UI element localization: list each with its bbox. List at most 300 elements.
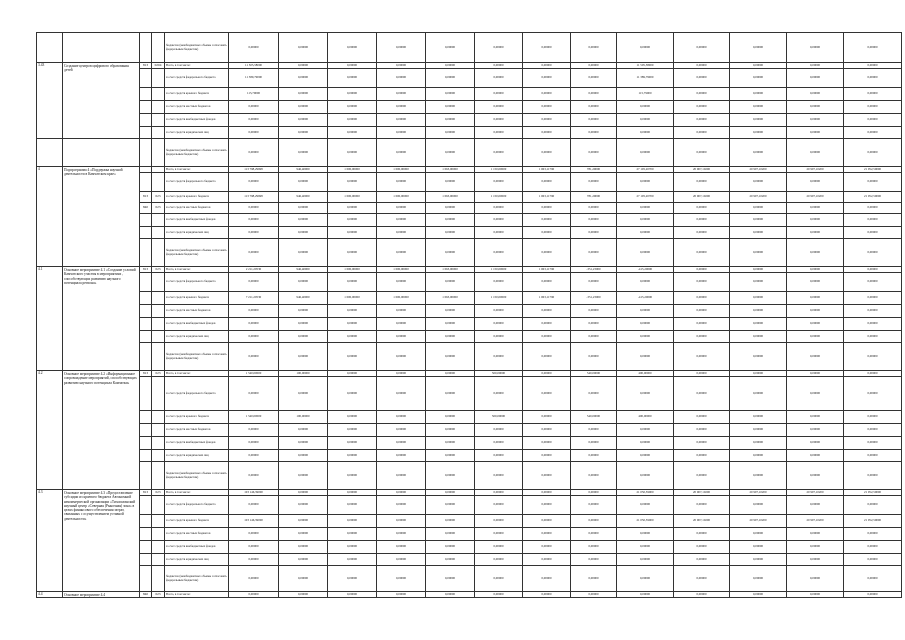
amount-cell: 0,00000 xyxy=(328,377,377,411)
amount-cell: 0,00000 xyxy=(523,139,571,167)
amount-cell: 0,00000 xyxy=(328,496,377,515)
amount-cell: 0,00000 xyxy=(426,541,475,554)
amount-cell: 0,00000 xyxy=(571,450,617,462)
amount-cell: 20 907,10200 xyxy=(674,192,730,203)
grbs-code-cell xyxy=(140,239,152,267)
amount-cell: 0,00000 xyxy=(279,424,328,437)
amount-cell: 0,00000 xyxy=(787,318,844,331)
amount-cell: 20 907,10200 xyxy=(674,515,730,528)
amount-cell: 0,00000 xyxy=(426,214,475,227)
table-row xyxy=(37,528,902,541)
amount-cell: 1 063,00000 xyxy=(426,192,475,203)
amount-cell: 0,00000 xyxy=(426,69,475,88)
amount-cell: 0,00000 xyxy=(844,318,902,331)
amount-cell: 0,00000 xyxy=(844,411,902,424)
section-code-cell xyxy=(152,541,165,554)
section-code-cell xyxy=(152,114,165,127)
amount-cell: 0,00000 xyxy=(674,273,730,292)
amount-cell: 0,00000 xyxy=(377,88,426,101)
amount-cell: 0,00000 xyxy=(571,203,617,214)
amount-cell: 0,00000 xyxy=(279,69,328,88)
amount-cell: -415,20000 xyxy=(617,267,674,273)
amount-cell: 0,00000 xyxy=(674,33,730,63)
funding-source-cell: за счет средств внебюджетных фондов xyxy=(165,114,229,127)
amount-cell: 0,00000 xyxy=(229,127,279,139)
amount-cell: 0,00000 xyxy=(475,377,523,411)
amount-cell: 0,00000 xyxy=(523,411,571,424)
amount-cell: 0,00000 xyxy=(328,63,377,69)
amount-cell: 0,00000 xyxy=(787,592,844,598)
amount-cell: 113 798,29698 xyxy=(229,167,279,173)
row-number-cell: 4.3 xyxy=(37,490,63,592)
amount-cell: 0,00000 xyxy=(475,33,523,63)
amount-cell: 0,00000 xyxy=(328,273,377,292)
amount-cell: 0,00000 xyxy=(617,331,674,343)
amount-cell: 1 000,00000 xyxy=(377,267,426,273)
amount-cell: 0,00000 xyxy=(674,566,730,592)
amount-cell: 0,00000 xyxy=(475,450,523,462)
amount-cell: 1 000,00000 xyxy=(377,192,426,203)
row-number-cell xyxy=(37,139,63,167)
row-number-cell: 4 xyxy=(37,167,63,267)
grbs-code-cell xyxy=(140,424,152,437)
amount-cell: 21 052,59000 xyxy=(844,515,902,528)
amount-cell: 1 150,00000 xyxy=(475,292,523,305)
amount-cell: 0,00000 xyxy=(730,101,787,114)
amount-cell: 0,00000 xyxy=(844,101,902,114)
amount-cell: 20 907,10200 xyxy=(787,167,844,173)
amount-cell: 0,00000 xyxy=(617,318,674,331)
amount-cell: 20 907,10200 xyxy=(787,192,844,203)
event-name-cell: Основное мероприятие 4.3 «Предоставление субсидии из краевого бюджета Автономной некоммерческой организации «Тихоокеанский научный центр «Северная (Рыночная) зона» в целях финансового обеспечения затрат, связанных с осуществлением уставной деятельности» xyxy=(63,490,140,592)
section-code-cell: 023 xyxy=(152,203,165,214)
amount-cell: 540,00000 xyxy=(571,411,617,424)
amount-cell: 0,00000 xyxy=(229,343,279,371)
amount-cell: 0,00000 xyxy=(475,496,523,515)
amount-cell: 0,00000 xyxy=(571,462,617,490)
amount-cell: 0,00000 xyxy=(730,437,787,450)
amount-cell: 0,00000 xyxy=(328,592,377,598)
amount-cell: 0,00000 xyxy=(426,411,475,424)
grbs-code-cell: 840 xyxy=(140,203,152,214)
amount-cell: 0,00000 xyxy=(229,305,279,318)
amount-cell: 0,00000 xyxy=(475,437,523,450)
amount-cell: 0,00000 xyxy=(523,462,571,490)
amount-cell: 0,00000 xyxy=(571,515,617,528)
amount-cell: 0,00000 xyxy=(844,424,902,437)
amount-cell: 0,00000 xyxy=(787,554,844,566)
amount-cell: 0,00000 xyxy=(475,343,523,371)
amount-cell: 0,00000 xyxy=(617,305,674,318)
amount-cell: 0,00000 xyxy=(279,173,328,192)
amount-cell: 946,40000 xyxy=(279,292,328,305)
table-row xyxy=(37,554,902,566)
section-code-cell xyxy=(152,127,165,139)
amount-cell: 0,00000 xyxy=(523,496,571,515)
amount-cell: 0,00000 xyxy=(328,173,377,192)
table-row xyxy=(37,239,902,267)
amount-cell: 21 050,59000 xyxy=(617,515,674,528)
grbs-code-cell xyxy=(140,331,152,343)
amount-cell: 0,00000 xyxy=(617,528,674,541)
amount-cell: 0,00000 xyxy=(571,437,617,450)
amount-cell: 0,00000 xyxy=(279,139,328,167)
amount-cell: 0,00000 xyxy=(229,101,279,114)
amount-cell: 0,00000 xyxy=(617,227,674,239)
amount-cell: 0,00000 xyxy=(571,33,617,63)
table-row xyxy=(37,203,902,214)
amount-cell: 0,00000 xyxy=(426,331,475,343)
amount-cell: 0,00000 xyxy=(475,101,523,114)
amount-cell: 0,00000 xyxy=(279,114,328,127)
amount-cell: 0,00000 xyxy=(844,566,902,592)
section-code-cell xyxy=(152,305,165,318)
funding-source-cell: за счет средств краевого бюджета xyxy=(165,515,229,528)
amount-cell: 0,00000 xyxy=(617,424,674,437)
amount-cell: 0,00000 xyxy=(787,33,844,63)
amount-cell: 1 000,00000 xyxy=(328,292,377,305)
amount-cell: 0,00000 xyxy=(377,541,426,554)
amount-cell: 0,00000 xyxy=(523,424,571,437)
amount-cell: 0,00000 xyxy=(426,377,475,411)
amount-cell: 0,00000 xyxy=(229,318,279,331)
amount-cell: 0,00000 xyxy=(377,528,426,541)
row-number-cell xyxy=(37,33,63,63)
amount-cell: 0,00000 xyxy=(571,318,617,331)
section-code-cell xyxy=(152,343,165,371)
amount-cell: 0,00000 xyxy=(229,273,279,292)
table-row xyxy=(37,101,902,114)
amount-cell: 1 000,00000 xyxy=(377,292,426,305)
amount-cell: 0,00000 xyxy=(279,33,328,63)
amount-cell: 0,00000 xyxy=(674,343,730,371)
amount-cell: 0,00000 xyxy=(229,214,279,227)
amount-cell: 0,00000 xyxy=(523,515,571,528)
grbs-code-cell xyxy=(140,273,152,292)
funding-source-cell: за счет средств местных бюджетов xyxy=(165,101,229,114)
amount-cell: 0,00000 xyxy=(377,127,426,139)
amount-cell: 0,00000 xyxy=(674,331,730,343)
amount-cell: 0,00000 xyxy=(730,33,787,63)
amount-cell: 0,00000 xyxy=(674,305,730,318)
amount-cell: 0,00000 xyxy=(674,173,730,192)
section-code-cell: 023 xyxy=(152,592,165,598)
amount-cell: 0,00000 xyxy=(377,203,426,214)
amount-cell: 0,00000 xyxy=(674,462,730,490)
section-code-cell xyxy=(152,227,165,239)
funding-source-cell: за счет средств юридических лиц xyxy=(165,127,229,139)
amount-cell: 7 211,20530 xyxy=(229,292,279,305)
amount-cell: 0,00000 xyxy=(787,203,844,214)
funding-source-cell: за счет средств местных бюджетов xyxy=(165,424,229,437)
amount-cell: 0,00000 xyxy=(279,515,328,528)
amount-cell: 0,00000 xyxy=(426,554,475,566)
row-number-cell: 4.2 xyxy=(37,371,63,490)
amount-cell: 0,00000 xyxy=(229,541,279,554)
amount-cell: 0,00000 xyxy=(844,541,902,554)
grbs-code-cell: 813 xyxy=(140,371,152,377)
amount-cell: 0,00000 xyxy=(674,239,730,267)
amount-cell: 0,00000 xyxy=(523,371,571,377)
amount-cell: 0,00000 xyxy=(844,305,902,318)
amount-cell: 0,00000 xyxy=(426,33,475,63)
amount-cell: 946,40000 xyxy=(279,167,328,173)
budget-table-page xyxy=(36,32,881,598)
amount-cell: 0,00000 xyxy=(328,214,377,227)
amount-cell: 0,00000 xyxy=(617,173,674,192)
amount-cell: 0,00000 xyxy=(617,139,674,167)
amount-cell: 0,00000 xyxy=(279,592,328,598)
amount-cell: 0,00000 xyxy=(844,214,902,227)
funding-source-cell: за счет средств местных бюджетов xyxy=(165,305,229,318)
amount-cell: 0,00000 xyxy=(730,267,787,273)
grbs-code-cell xyxy=(140,173,152,192)
amount-cell: 0,00000 xyxy=(426,496,475,515)
amount-cell: 0,00000 xyxy=(426,139,475,167)
amount-cell: 0,00000 xyxy=(229,377,279,411)
amount-cell: 0,00000 xyxy=(475,63,523,69)
amount-cell: 0,00000 xyxy=(787,267,844,273)
amount-cell: 0,00000 xyxy=(328,88,377,101)
amount-cell: 0,00000 xyxy=(377,114,426,127)
amount-cell: 1 150,00000 xyxy=(475,192,523,203)
amount-cell: 0,00000 xyxy=(377,515,426,528)
amount-cell: 400,00000 xyxy=(617,411,674,424)
amount-cell: 0,00000 xyxy=(844,377,902,411)
amount-cell: 0,00000 xyxy=(279,203,328,214)
table-row xyxy=(37,437,902,450)
amount-cell: 0,00000 xyxy=(475,318,523,331)
amount-cell: 0,00000 xyxy=(617,592,674,598)
amount-cell: 0,00000 xyxy=(674,424,730,437)
amount-cell: 1 063,11790 xyxy=(523,192,571,203)
amount-cell: 0,00000 xyxy=(730,88,787,101)
amount-cell: 0,00000 xyxy=(844,139,902,167)
amount-cell: 0,00000 xyxy=(787,214,844,227)
grbs-code-cell xyxy=(140,437,152,450)
amount-cell: 0,00000 xyxy=(787,450,844,462)
amount-cell: 0,00000 xyxy=(787,88,844,101)
amount-cell: 0,00000 xyxy=(674,267,730,273)
amount-cell: 0,00000 xyxy=(571,490,617,496)
amount-cell: 0,00000 xyxy=(377,173,426,192)
amount-cell: 0,00000 xyxy=(571,305,617,318)
amount-cell: 0,00000 xyxy=(523,63,571,69)
table-row xyxy=(37,192,902,203)
amount-cell: 0,00000 xyxy=(279,273,328,292)
amount-cell: 0,00000 xyxy=(426,490,475,496)
amount-cell: 0,00000 xyxy=(279,88,328,101)
amount-cell: 100,00000 xyxy=(279,371,328,377)
amount-cell: 11 389,79000 xyxy=(229,69,279,88)
amount-cell: 0,00000 xyxy=(730,592,787,598)
amount-cell: 0,00000 xyxy=(426,450,475,462)
funding-source-cell: Всего, в том числе: xyxy=(165,490,229,496)
amount-cell: 0,00000 xyxy=(674,377,730,411)
grbs-code-cell xyxy=(140,343,152,371)
amount-cell: 0,00000 xyxy=(279,343,328,371)
grbs-code-cell xyxy=(140,411,152,424)
amount-cell: 0,00000 xyxy=(787,239,844,267)
funding-source-cell: за счет средств юридических лиц xyxy=(165,227,229,239)
amount-cell: 0,00000 xyxy=(844,33,902,63)
amount-cell: 20 907,10200 xyxy=(730,192,787,203)
table-row xyxy=(37,214,902,227)
amount-cell: 0,00000 xyxy=(377,377,426,411)
amount-cell: 0,00000 xyxy=(674,227,730,239)
amount-cell: 0,00000 xyxy=(475,114,523,127)
amount-cell: 0,00000 xyxy=(617,203,674,214)
amount-cell: 0,00000 xyxy=(279,496,328,515)
funding-source-cell: за счет средств краевого бюджета xyxy=(165,88,229,101)
amount-cell: 0,00000 xyxy=(523,203,571,214)
amount-cell: 0,00000 xyxy=(426,88,475,101)
funding-source-cell: бюджетов (межбюджетных объемы согласовать федеральным бюджетом) xyxy=(165,239,229,267)
amount-cell: 0,00000 xyxy=(279,239,328,267)
amount-cell: 0,00000 xyxy=(730,450,787,462)
amount-cell: 0,00000 xyxy=(377,424,426,437)
amount-cell: 0,00000 xyxy=(377,331,426,343)
amount-cell: 0,00000 xyxy=(377,305,426,318)
amount-cell: 0,00000 xyxy=(475,462,523,490)
amount-cell: 1 000,00000 xyxy=(328,192,377,203)
funding-source-cell: Всего, в том числе: xyxy=(165,267,229,273)
amount-cell: 0,00000 xyxy=(328,566,377,592)
amount-cell: 0,00000 xyxy=(377,566,426,592)
amount-cell: 0,00000 xyxy=(377,63,426,69)
amount-cell: 0,00000 xyxy=(328,139,377,167)
amount-cell: 0,00000 xyxy=(787,69,844,88)
amount-cell: 0,00000 xyxy=(279,450,328,462)
amount-cell: 0,00000 xyxy=(523,273,571,292)
amount-cell: 0,00000 xyxy=(674,139,730,167)
amount-cell: 0,00000 xyxy=(674,127,730,139)
grbs-code-cell xyxy=(140,69,152,88)
amount-cell: 0,00000 xyxy=(475,331,523,343)
amount-cell: 0,00000 xyxy=(523,239,571,267)
amount-cell: 0,00000 xyxy=(571,424,617,437)
funding-source-cell: за счет средств юридических лиц xyxy=(165,450,229,462)
amount-cell: 0,00000 xyxy=(787,114,844,127)
grbs-code-cell xyxy=(140,528,152,541)
section-code-cell xyxy=(152,450,165,462)
amount-cell: 0,00000 xyxy=(787,127,844,139)
amount-cell: 0,00000 xyxy=(426,101,475,114)
amount-cell: 1 540,00000 xyxy=(229,411,279,424)
amount-cell: 0,00000 xyxy=(279,214,328,227)
funding-source-cell: за счет средств местных бюджетов xyxy=(165,203,229,214)
funding-source-cell: за счет средств внебюджетных фондов xyxy=(165,541,229,554)
grbs-code-cell xyxy=(140,214,152,227)
section-code-cell xyxy=(152,437,165,450)
amount-cell: 0,00000 xyxy=(730,528,787,541)
amount-cell: 0,00000 xyxy=(426,203,475,214)
table-row xyxy=(37,273,902,292)
amount-cell: 0,00000 xyxy=(475,139,523,167)
amount-cell: 0,00000 xyxy=(787,305,844,318)
amount-cell: 0,00000 xyxy=(229,139,279,167)
amount-cell: 20 907,10200 xyxy=(674,167,730,173)
amount-cell: 0,00000 xyxy=(787,101,844,114)
amount-cell: 0,00000 xyxy=(279,318,328,331)
amount-cell: 0,00000 xyxy=(426,528,475,541)
amount-cell: 0,00000 xyxy=(475,424,523,437)
section-code-cell: 023 xyxy=(152,490,165,496)
amount-cell: 0,00000 xyxy=(523,173,571,192)
table-row xyxy=(37,114,902,127)
amount-cell: 0,00000 xyxy=(617,114,674,127)
amount-cell: 0,00000 xyxy=(844,437,902,450)
amount-cell: 0,00000 xyxy=(523,541,571,554)
amount-cell: 0,00000 xyxy=(523,214,571,227)
amount-cell: 946,40000 xyxy=(279,267,328,273)
amount-cell: 0,00000 xyxy=(523,437,571,450)
amount-cell: 0,00000 xyxy=(426,437,475,450)
amount-cell: -351,23000 xyxy=(571,267,617,273)
amount-cell: 103 146,39000 xyxy=(229,490,279,496)
amount-cell: 0,00000 xyxy=(229,554,279,566)
funding-source-cell: за счет средств краевого бюджета xyxy=(165,411,229,424)
table-row xyxy=(37,127,902,139)
amount-cell: 0,00000 xyxy=(475,239,523,267)
amount-cell: 0,00000 xyxy=(377,239,426,267)
amount-cell: 0,00000 xyxy=(279,63,328,69)
grbs-code-cell: 840 xyxy=(140,592,152,598)
section-code-cell xyxy=(152,173,165,192)
amount-cell: 0,00000 xyxy=(377,371,426,377)
amount-cell: 0,00000 xyxy=(279,377,328,411)
amount-cell: 0,00000 xyxy=(844,450,902,462)
amount-cell: 0,00000 xyxy=(674,318,730,331)
amount-cell: 0,00000 xyxy=(674,101,730,114)
amount-cell: 0,00000 xyxy=(730,239,787,267)
amount-cell: 0,00000 xyxy=(787,331,844,343)
amount-cell: 0,00000 xyxy=(523,101,571,114)
amount-cell: 0,00000 xyxy=(328,554,377,566)
amount-cell: 0,00000 xyxy=(229,566,279,592)
grbs-code-cell: 813 xyxy=(140,490,152,496)
amount-cell: 0,00000 xyxy=(674,203,730,214)
amount-cell: 0,00000 xyxy=(730,114,787,127)
amount-cell: 0,00000 xyxy=(279,554,328,566)
amount-cell: 0,00000 xyxy=(730,273,787,292)
table-row xyxy=(37,424,902,437)
section-code-cell xyxy=(152,139,165,167)
amount-cell: 0,00000 xyxy=(377,592,426,598)
amount-cell: 1 540,00000 xyxy=(229,371,279,377)
amount-cell: 0,00000 xyxy=(523,490,571,496)
amount-cell: 0,00000 xyxy=(571,377,617,411)
amount-cell: 0,00000 xyxy=(674,554,730,566)
amount-cell: 0,00000 xyxy=(787,411,844,424)
amount-cell: 0,00000 xyxy=(523,114,571,127)
funding-source-cell: бюджетов (межбюджетных объемы согласовать федеральным бюджетом) xyxy=(165,566,229,592)
amount-cell: 0,00000 xyxy=(328,343,377,371)
amount-cell: 0,00000 xyxy=(617,273,674,292)
amount-cell: 0,00000 xyxy=(674,114,730,127)
amount-cell: 0,00000 xyxy=(377,139,426,167)
amount-cell: 21 052,59000 xyxy=(844,167,902,173)
amount-cell: 0,00000 xyxy=(571,227,617,239)
amount-cell: 0,00000 xyxy=(617,554,674,566)
amount-cell: 0,00000 xyxy=(674,496,730,515)
amount-cell: 0,00000 xyxy=(730,214,787,227)
amount-cell: 0,00000 xyxy=(279,305,328,318)
section-code-cell xyxy=(152,554,165,566)
amount-cell: 0,00000 xyxy=(674,592,730,598)
amount-cell: 0,00000 xyxy=(617,33,674,63)
amount-cell: 0,00000 xyxy=(844,462,902,490)
